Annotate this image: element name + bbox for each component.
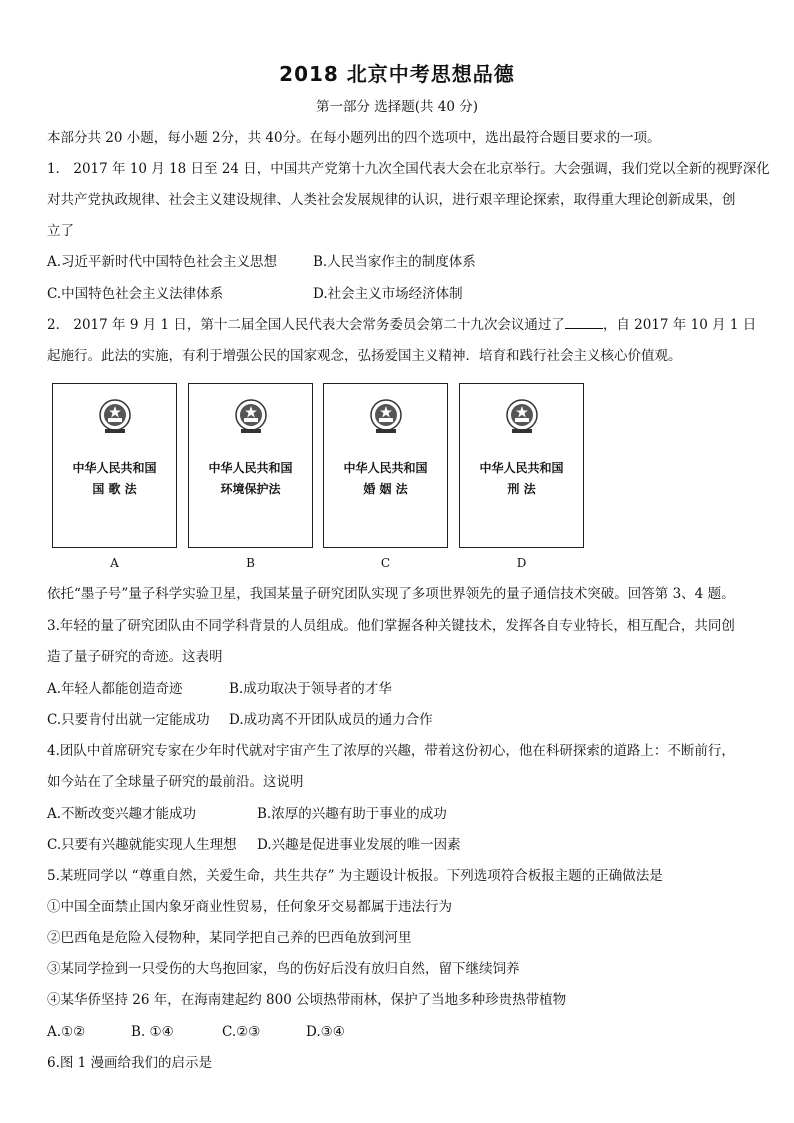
q5-option-d: D.③④ xyxy=(306,1024,345,1040)
national-emblem-icon xyxy=(97,398,133,436)
q2-stem-before-blank: 2． 2017 年 9 月 1 日，第十二届全国人民代表大会常务委员会第二十九次会议通过了 xyxy=(47,317,565,333)
book-d-line-1: 中华人民共和国 xyxy=(479,461,564,475)
q5-stem: 5.某班同学以 “尊重自然，关爱生命，共生共存” 为主题设计板报。下列选项符合板报主题的正确做法是 xyxy=(47,868,663,884)
q1-option-a: A.习近平新时代中国特色社会主义思想 xyxy=(47,254,278,270)
q3-option-a: A.年轻人都能创造奇迹 xyxy=(47,681,183,697)
q4-stem-line-2: 如今站在了全球量子研究的最前沿。这说明 xyxy=(47,774,304,790)
national-emblem-icon xyxy=(368,398,404,436)
q4-option-c: C.只要有兴趣就能实现人生理想 xyxy=(47,837,237,853)
q5-item-4: ④某华侨坚持 26 年，在海南建起约 800 公顷热带雨林，保护了当地多种珍贵热带植物 xyxy=(47,992,567,1008)
q2-stem-line-1 xyxy=(47,316,757,334)
q1-option-c: C.中国特色社会主义法律体系 xyxy=(47,286,224,302)
q6-stem: 6.图 1 漫画给我们的启示是 xyxy=(47,1055,213,1071)
book-option-c xyxy=(323,383,448,548)
q5-item-3: ③某同学捡到一只受伤的大鸟抱回家，鸟的伤好后没有放归自然，留下继续饲养 xyxy=(47,961,520,977)
book-b-line-2: 环境保护法 xyxy=(220,482,281,496)
book-option-d xyxy=(459,383,584,548)
q5-option-c: C.②③ xyxy=(222,1024,261,1040)
book-option-a xyxy=(52,383,177,548)
book-label-b: B xyxy=(246,556,255,570)
q5-item-2: ②巴西龟是危险入侵物种，某同学把自己养的巴西龟放到河里 xyxy=(47,930,412,946)
q1-option-b: B.人民当家作主的制度体系 xyxy=(313,254,476,270)
book-a-line-2: 国 歌 法 xyxy=(92,482,137,496)
book-c-line-2: 婚 姻 法 xyxy=(363,482,408,496)
national-emblem-icon xyxy=(504,398,540,436)
q1-stem-line-1: 1． 2017 年 10 月 18 日至 24 日，中国共产党第十九次全国代表大会在北京举行。大会强调，我们党以全新的视野深化 xyxy=(47,161,770,177)
page-title: 2018 北京中考思想品德 xyxy=(279,62,515,86)
q4-stem-line-1: 4.团队中首席研究专家在少年时代就对宇宙产生了浓厚的兴趣，带着这份初心，他在科研探索的道路上：不断前行， xyxy=(47,743,735,759)
book-label-d: D xyxy=(516,556,527,570)
q5-option-b: B. ①④ xyxy=(131,1024,174,1040)
q4-option-d: D.兴趣是促进事业发展的唯一因素 xyxy=(257,837,461,853)
book-option-b xyxy=(188,383,313,548)
q4-option-a: A.不断改变兴趣才能成功 xyxy=(47,806,197,822)
q3-stem-line-1: 3.年轻的量了研究团队由不同学科背景的人员组成。他们掌握各种关键技术，发挥各自专业特长，相互配合，共同创 xyxy=(47,618,735,634)
q4-option-b: B.浓厚的兴趣有助于事业的成功 xyxy=(257,806,447,822)
q3-option-b: B.成功取决于领导者的才华 xyxy=(229,681,392,697)
q3-option-c: C.只要肯付出就一定能成功 xyxy=(47,712,210,728)
q3-stem-line-2: 造了量子研究的奇迹。这表明 xyxy=(47,649,223,665)
context-q3-q4: 依托“墨子号”量子科学实验卫星，我国某量子研究团队实现了多项世界领先的量子通信技术突破。回答第 3、4 题。 xyxy=(47,586,735,602)
answer-blank xyxy=(565,316,603,329)
book-d-line-2: 刑 法 xyxy=(507,482,536,496)
book-label-c: C xyxy=(380,556,391,570)
book-b-line-1: 中华人民共和国 xyxy=(208,461,293,475)
q1-option-d: D.社会主义市场经济体制 xyxy=(313,286,463,302)
national-emblem-icon xyxy=(233,398,269,436)
q5-option-a: A.①② xyxy=(47,1024,86,1040)
book-a-line-1: 中华人民共和国 xyxy=(72,461,157,475)
section-subtitle: 第一部分 选择题(共 40 分) xyxy=(315,99,479,115)
instructions: 本部分共 20 小题，每小题 2分，共 40分。在每小题列出的四个选项中，选出最符合题目要求的一项。 xyxy=(47,130,661,146)
q1-stem-line-3: 立了 xyxy=(47,223,74,239)
q5-item-1: ①中国全面禁止国内象牙商业性贸易，任何象牙交易都属于违法行为 xyxy=(47,899,452,915)
book-c-line-1: 中华人民共和国 xyxy=(343,461,428,475)
q1-stem-line-2: 对共产党执政规律、社会主义建设规律、人类社会发展规律的认识，进行艰辛理论探索，取得重大理论创新成果，创 xyxy=(47,192,736,208)
book-label-a: A xyxy=(110,556,119,570)
q2-stem-line-2: 起施行。此法的实施，有利于增强公民的国家观念，弘扬爱国主义精神．培育和践行社会主义核心价值观。 xyxy=(47,348,682,364)
q3-option-d: D.成功离不开团队成员的通力合作 xyxy=(229,712,433,728)
q2-stem-after-blank: ，自 2017 年 10 月 1 日 xyxy=(602,317,757,333)
